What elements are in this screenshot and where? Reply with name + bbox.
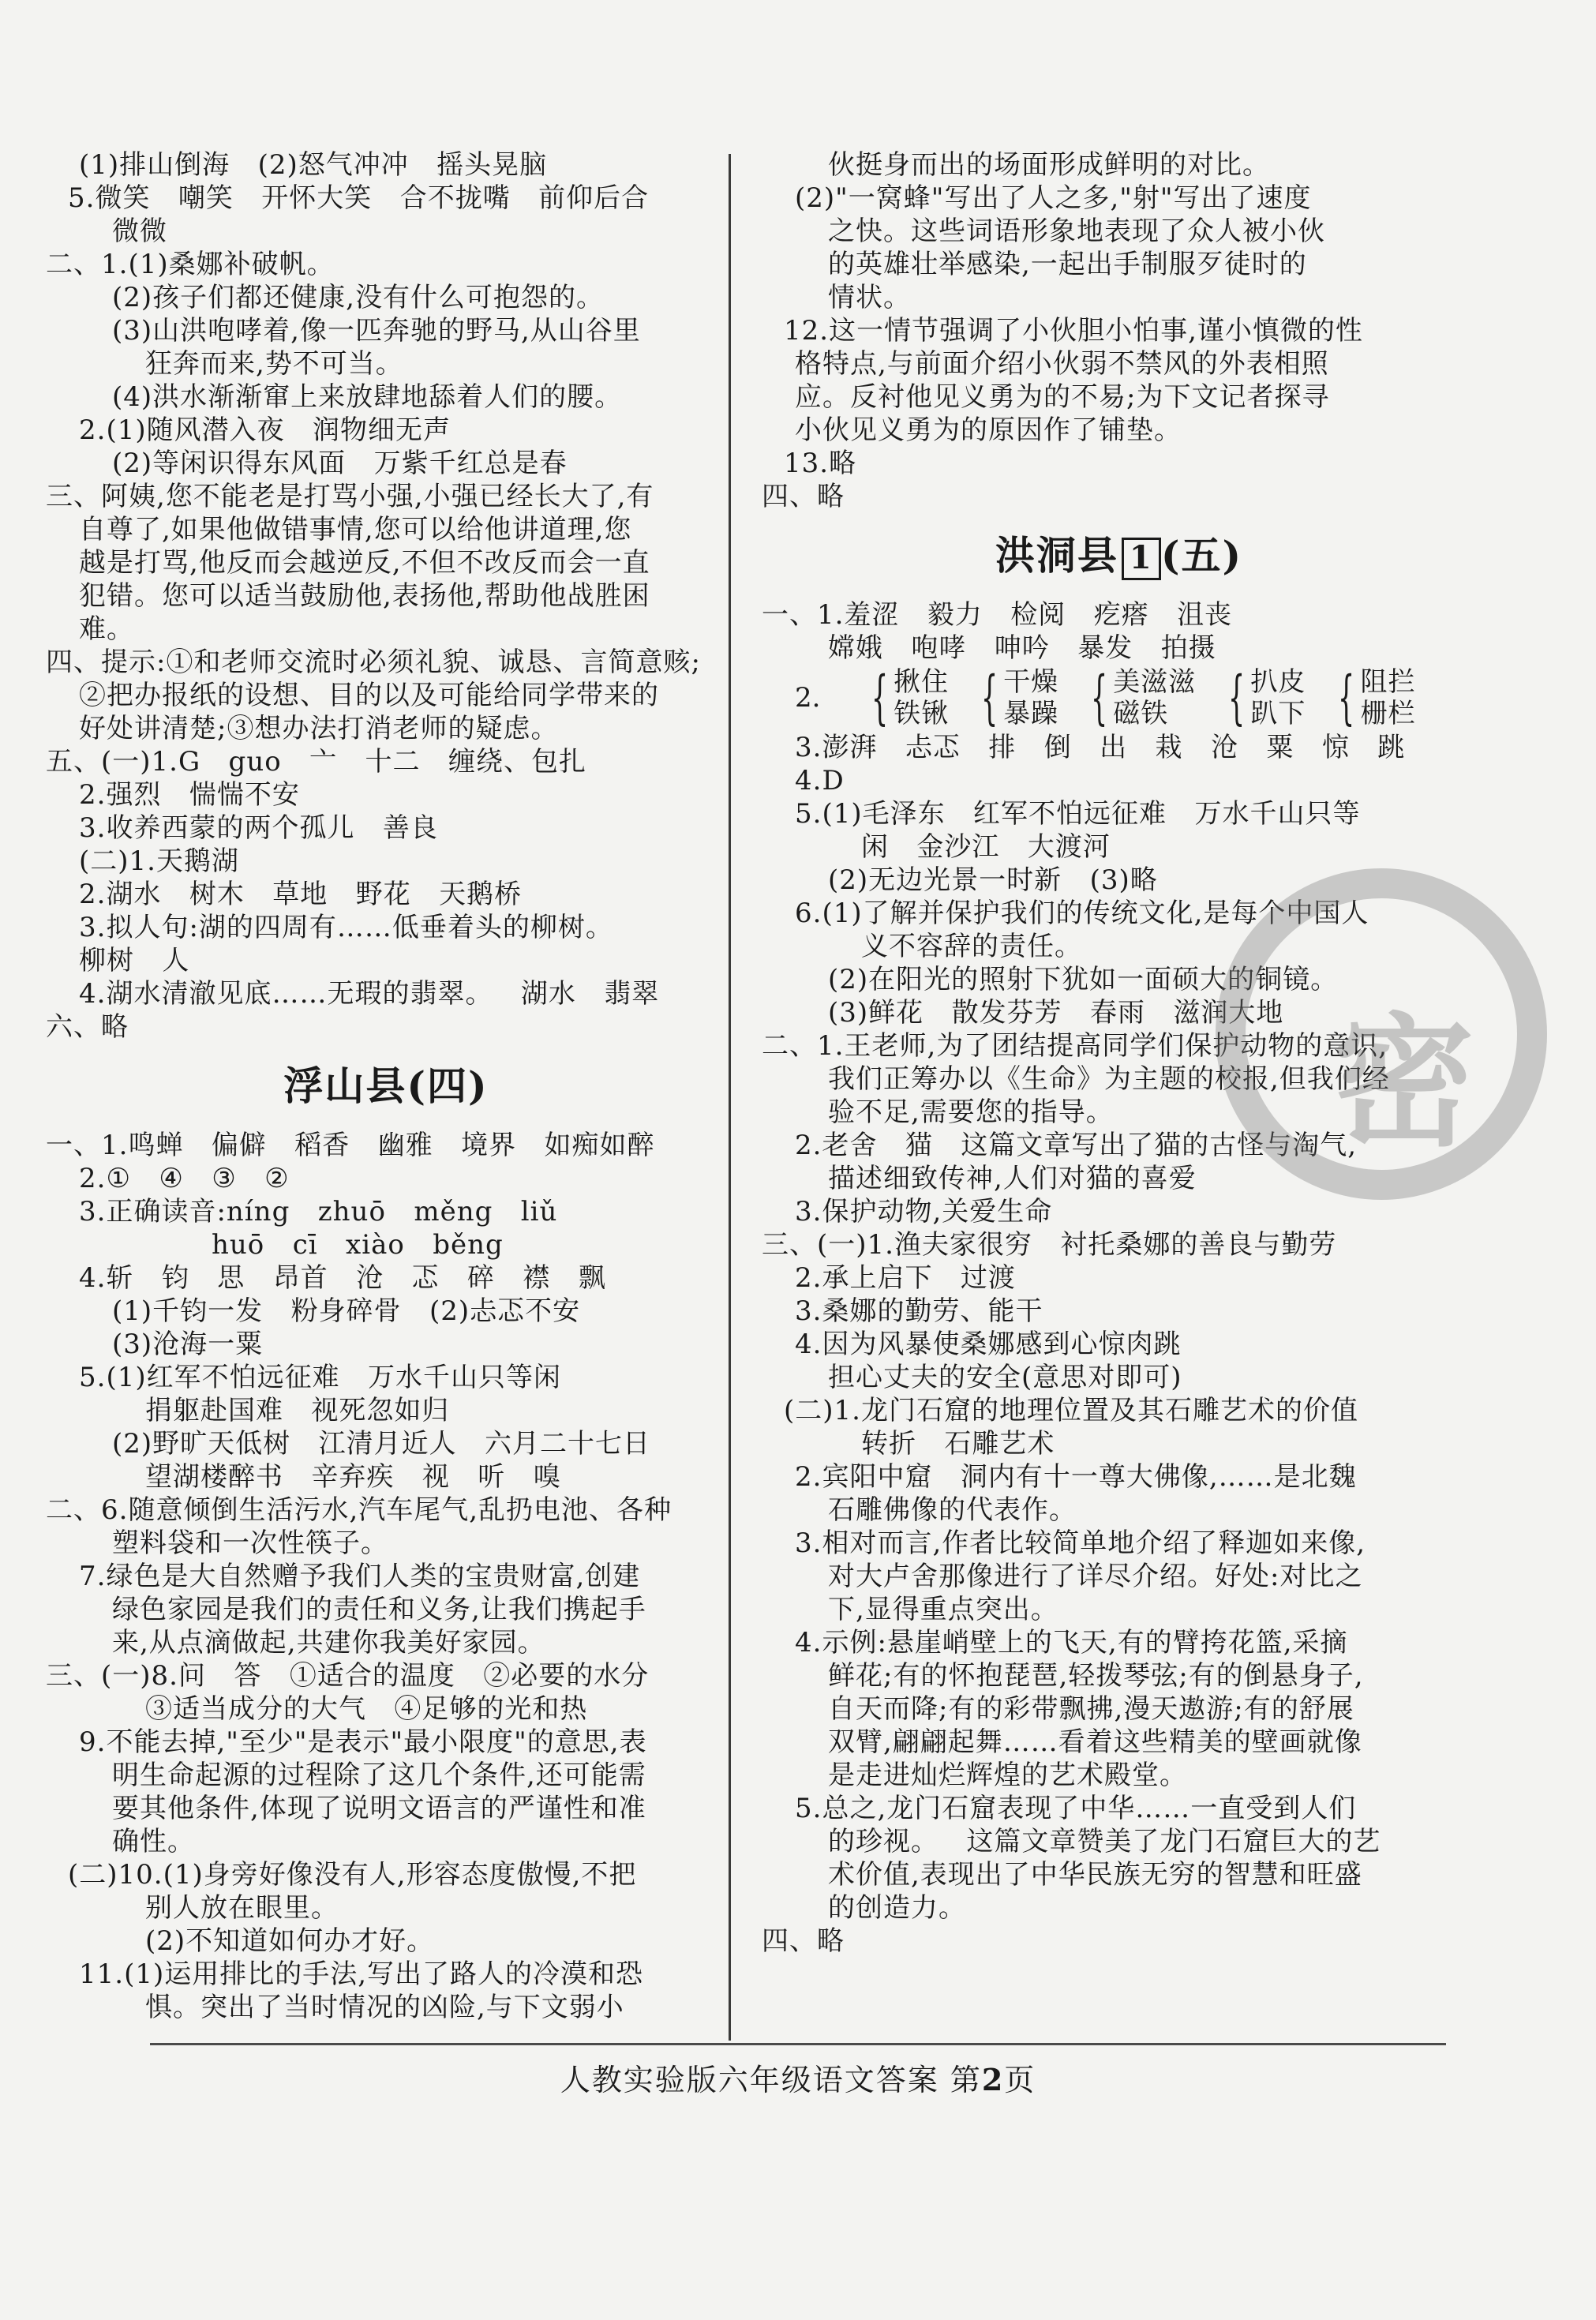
- stamp-glyph: 密: [1332, 1001, 1475, 1166]
- answer-line: 绿色家园是我们的责任和义务,让我们携起手: [112, 1594, 646, 1625]
- answer-line: 狂奔而来,势不可当。: [145, 348, 403, 380]
- answer-line: 2.宾阳中窟 洞内有十一尊大佛像,……是北魏: [795, 1461, 1357, 1493]
- answer-line: huō cī xiào běng: [212, 1229, 504, 1261]
- brace-group: [1218, 665, 1306, 731]
- answer-line: (2)等闲识得东风面 万紫千红总是春: [112, 448, 568, 479]
- brace-word-groups: [762, 665, 1476, 731]
- answer-line: 之快。这些词语形象地表现了众人被小伙: [828, 216, 1325, 247]
- answer-line: 好处讲清楚;③想办法打消老师的疑虑。: [79, 713, 559, 744]
- brace-icon: {: [1091, 664, 1108, 732]
- answer-line: 9.不能去掉,"至少"是表示"最小限度"的意思,表: [79, 1726, 647, 1758]
- brace-group: [1328, 665, 1415, 731]
- answer-line: 格特点,与前面介绍小伙弱不禁风的外表相照: [795, 348, 1329, 380]
- page-number: 2: [981, 2062, 1005, 2097]
- answer-line: 柳树 人: [79, 945, 190, 976]
- right-section-1: [762, 598, 1476, 665]
- brace-icon: {: [981, 664, 998, 732]
- answer-line: 的珍视。 这篇文章赞美了龙门石窟巨大的艺: [828, 1826, 1381, 1857]
- brace-word: 暴躁: [1003, 698, 1059, 729]
- brace-word-stack: [1003, 666, 1058, 729]
- answer-line: 犯错。您可以适当鼓励他,表扬他,帮助他战胜困: [79, 580, 650, 612]
- answer-line: 别人放在眼里。: [145, 1892, 339, 1924]
- answer-line: (2)无边光景一时新 (3)略: [828, 864, 1158, 896]
- answer-line: 2.老舍 猫 这篇文章写出了猫的古怪与淘气,: [795, 1130, 1358, 1161]
- answer-line: 描述细致传神,人们对猫的喜爱: [828, 1163, 1197, 1194]
- answer-line: 术价值,表现出了中华民族无穷的智慧和旺盛: [828, 1859, 1362, 1891]
- answer-line: 二、1.王老师,为了团结提高同学们保护动物的意识,: [762, 1030, 1388, 1062]
- brace-word: 美滋滋: [1113, 666, 1197, 698]
- brace-word: 阻拦: [1360, 666, 1416, 698]
- answer-line: 4.因为风暴使桑娜感到心惊肉跳: [795, 1329, 1182, 1360]
- answer-line: 确性。: [112, 1826, 195, 1857]
- answer-line: (2)野旷天低树 江清月近人 六月二十七日: [112, 1428, 651, 1460]
- section-heading: 浮山县(四): [283, 1063, 489, 1109]
- heading-boxed-number: 1: [1122, 538, 1161, 580]
- brace-word: 扒皮: [1250, 666, 1306, 698]
- answer-line: 12.这一情节强调了小伙胆小怕事,谨小慎微的性: [784, 315, 1363, 347]
- answer-line: 13.略: [784, 448, 857, 479]
- answer-line: (二)10.(1)身旁好像没有人,形容态度傲慢,不把: [68, 1859, 637, 1891]
- answer-line: 二、1.(1)桑娜补破帆。: [46, 249, 335, 280]
- answer-line: 越是打骂,他反而会越逆反,不但不改反而会一直: [79, 547, 650, 579]
- section-heading-hongtong: [762, 513, 1476, 598]
- answer-line: 5.微笑 嘲笑 开怀大笑 合不拢嘴 前仰后合: [68, 182, 650, 214]
- brace-word-stack: [894, 666, 949, 729]
- answer-line: (2)"一窝蜂"写出了人之多,"射"写出了速度: [795, 182, 1312, 214]
- brace-row-label: 2.: [795, 682, 821, 714]
- answer-line: (二)1.天鹅湖: [79, 845, 239, 877]
- answer-line: 验不足,需要您的指导。: [828, 1096, 1114, 1128]
- answer-line: 四、略: [762, 1925, 845, 1957]
- answer-line: 一、1.羞涩 毅力 检阅 疙瘩 沮丧: [762, 599, 1233, 631]
- answer-line: 5.(1)红军不怕远征难 万水千山只等闲: [79, 1362, 562, 1393]
- answer-line: 一、1.鸣蝉 偏僻 稻香 幽雅 境界 如痴如醉: [46, 1130, 655, 1161]
- footer-label: 人教实验版六年级语文答案 第: [560, 2063, 982, 2097]
- answer-line: 二、6.随意倾倒生活污水,汽车尾气,乱扔电池、各种: [46, 1494, 672, 1526]
- answer-line: 3.保护动物,关爱生命: [795, 1196, 1053, 1227]
- answer-line: 6.(1)了解并保护我们的传统文化,是每个中国人: [795, 898, 1369, 929]
- answer-line: (二)1.龙门石窟的地理位置及其石雕艺术的价值: [784, 1395, 1358, 1426]
- answer-line: 3.收养西蒙的两个孤儿 善良: [79, 812, 438, 844]
- answer-line: 2.强烈 惴惴不安: [79, 779, 300, 811]
- answer-line: 鲜花;有的怀抱琵琶,轻拨琴弦;有的倒悬身子,: [828, 1660, 1364, 1692]
- answer-line: 微微: [112, 216, 167, 247]
- brace-word: 趴下: [1250, 698, 1306, 729]
- answer-line: 自尊了,如果他做错事情,您可以给他讲道理,您: [79, 514, 632, 545]
- answer-line: 3.澎湃 忐忑 排 倒 出 栽 沧 粟 惊 跳: [795, 732, 1406, 763]
- brace-group: [971, 665, 1058, 731]
- answer-line: 自天而降;有的彩带飘拂,漫天遨游;有的舒展: [828, 1693, 1354, 1725]
- answer-line: 望湖楼醉书 辛弃疾 视 听 嗅: [145, 1461, 561, 1493]
- right-section-2: [762, 731, 1476, 1958]
- column-divider: [729, 154, 731, 2041]
- answer-line: 我们正筹办以《生命》为主题的校报,但我们经: [828, 1063, 1390, 1095]
- answer-line: 的英雄壮举感染,一起出手制服歹徒时的: [828, 249, 1307, 280]
- answer-line: 是走进灿烂辉煌的艺术殿堂。: [828, 1760, 1187, 1791]
- answer-line: (2)在阳光的照射下犹如一面硕大的铜镜。: [828, 964, 1339, 995]
- answer-line: 4.示例:悬崖峭壁上的飞天,有的臂挎花篮,采摘: [795, 1627, 1348, 1658]
- brace-group: [861, 665, 949, 731]
- right-section-continued: [762, 148, 1476, 513]
- answer-line: (4)洪水渐渐窜上来放肆地舔着人们的腰。: [112, 381, 623, 413]
- answer-line: (2)不知道如何办才好。: [145, 1925, 435, 1957]
- answer-line: ③适当成分的大气 ④足够的光和热: [145, 1693, 588, 1725]
- answer-line: 四、略: [762, 481, 845, 512]
- answer-line: 下,显得重点突出。: [828, 1594, 1058, 1625]
- answer-line: 惧。突出了当时情况的凶险,与下文弱小: [145, 1992, 624, 2023]
- answer-line: 义不容辞的责任。: [861, 931, 1082, 962]
- page-footer: [0, 2056, 1596, 2099]
- brace-word: 铁锹: [894, 698, 950, 729]
- answer-line: 应。反衬他见义勇为的不易;为下文记者探寻: [795, 381, 1330, 413]
- answer-line: 3.桑娜的勤劳、能干: [795, 1295, 1043, 1327]
- answer-line: 3.正确读音:níng zhuō měng liǔ: [79, 1196, 558, 1227]
- left-column: [46, 148, 726, 2024]
- right-column: [762, 148, 1476, 1958]
- answer-line: 4.D: [795, 765, 845, 796]
- brace-group: [1081, 665, 1196, 731]
- answer-line: 三、阿姨,您不能老是打骂小强,小强已经长大了,有: [46, 481, 654, 512]
- answer-line: 石雕佛像的代表作。: [828, 1494, 1077, 1526]
- brace-word-stack: [1360, 666, 1415, 729]
- brace-icon: {: [871, 664, 889, 732]
- answer-line: 双臂,翩翩起舞……看着这些精美的壁画就像: [828, 1726, 1362, 1758]
- answer-line: 3.拟人句:湖的四周有……低垂着头的柳树。: [79, 912, 613, 943]
- answer-line: 闲 金沙江 大渡河: [861, 831, 1111, 863]
- brace-word: 栅栏: [1360, 698, 1416, 729]
- brace-word-stack: [1250, 666, 1306, 729]
- answer-line: 11.(1)运用排比的手法,写出了路人的冷漠和恐: [79, 1958, 644, 1990]
- answer-line: 的创造力。: [828, 1892, 966, 1924]
- answer-line: (1)千钧一发 粉身碎骨 (2)忐忑不安: [112, 1295, 581, 1327]
- answer-line: 情状。: [828, 282, 911, 313]
- answer-line: 2.湖水 树木 草地 野花 天鹅桥: [79, 879, 523, 910]
- answer-line: 2.(1)随风潜入夜 润物细无声: [79, 414, 451, 446]
- answer-line: 4.斩 钧 思 昂首 沧 忑 碎 襟 飘: [79, 1262, 606, 1294]
- answer-line: 5.总之,龙门石窟表现了中华……一直受到人们: [795, 1793, 1357, 1824]
- answer-line: 3.相对而言,作者比较简单地介绍了释迦如来像,: [795, 1527, 1366, 1559]
- answer-line: 转折 石雕艺术: [861, 1428, 1055, 1460]
- answer-line: 捐躯赴国难 视死忽如归: [145, 1395, 450, 1426]
- answer-line: ②把办报纸的设想、目的以及可能给同学带来的: [79, 680, 659, 711]
- answer-line: 2.承上启下 过渡: [795, 1262, 1016, 1294]
- brace-word: 磁铁: [1113, 698, 1169, 729]
- answer-line: 5.(1)毛泽东 红军不怕远征难 万水千山只等: [795, 798, 1361, 830]
- answer-line: 三、(一)1.渔夫家很穷 衬托桑娜的善良与勤劳: [762, 1229, 1337, 1261]
- answer-line: 五、(一)1.G guo 亠 十二 缠绕、包扎: [46, 746, 586, 778]
- answer-line: 六、略: [46, 1011, 129, 1043]
- answer-line: 对大卢舍那像进行了详尽介绍。好处:对比之: [828, 1561, 1363, 1592]
- footer-unit: 页: [1004, 2063, 1036, 2097]
- answer-line: (3)沧海一粟: [112, 1329, 264, 1360]
- brace-word: 干燥: [1003, 666, 1059, 698]
- answer-line: 2.① ④ ③ ②: [79, 1163, 290, 1194]
- answer-line: 三、(一)8.问 答 ①适合的温度 ②必要的水分: [46, 1660, 650, 1692]
- answer-line: 担心丈夫的安全(意思对即可): [828, 1362, 1182, 1393]
- answer-line: 嫦娥 咆哮 呻吟 暴发 拍摄: [828, 632, 1216, 664]
- answer-line: 塑料袋和一次性筷子。: [112, 1527, 388, 1559]
- heading-text: 洪洞县: [995, 532, 1118, 579]
- brace-icon: {: [1228, 664, 1246, 732]
- answer-line: 明生命起源的过程除了这几个条件,还可能需: [112, 1760, 646, 1791]
- answer-line: (2)孩子们都还健康,没有什么可抱怨的。: [112, 282, 604, 313]
- answer-line: 四、提示:①和老师交流时必须礼貌、诚恳、言简意赅;: [46, 647, 701, 678]
- answer-line: 要其他条件,体现了说明文语言的严谨性和准: [112, 1793, 646, 1824]
- brace-word: 揪住: [894, 666, 950, 698]
- answer-line: 7.绿色是大自然赠予我们人类的宝贵财富,创建: [79, 1561, 641, 1592]
- answer-line: (3)鲜花 散发芬芳 春雨 滋润大地: [828, 997, 1284, 1029]
- answer-line: 小伙见义勇为的原因作了铺垫。: [795, 414, 1182, 446]
- answer-line: 伙挺身而出的场面形成鲜明的对比。: [828, 149, 1270, 181]
- brace-word-stack: [1113, 666, 1196, 729]
- answer-line: (3)山洪咆哮着,像一匹奔驰的野马,从山谷里: [112, 315, 641, 347]
- heading-suffix: (五): [1160, 532, 1243, 579]
- answer-line: 来,从点滴做起,共建你我美好家园。: [112, 1627, 545, 1658]
- brace-icon: {: [1338, 664, 1355, 732]
- footer-rule: [150, 2043, 1446, 2045]
- answer-line: 难。: [79, 613, 134, 645]
- answer-line: 4.湖水清澈见底……无瑕的翡翠。 湖水 翡翠: [79, 978, 660, 1010]
- answer-line: (1)排山倒海 (2)怒气冲冲 摇头晃脑: [79, 149, 548, 181]
